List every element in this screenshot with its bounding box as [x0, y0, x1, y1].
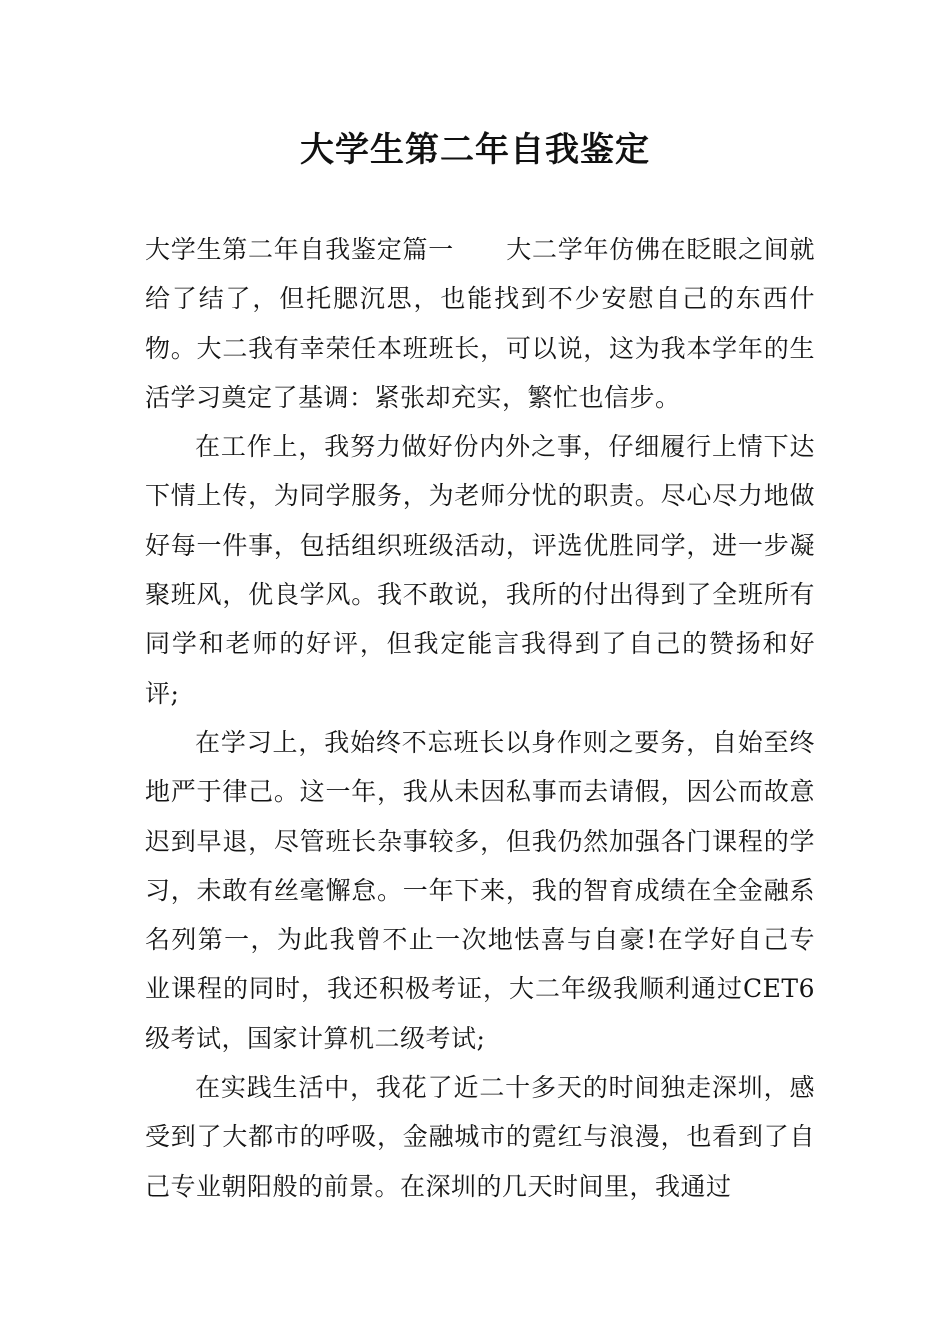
paragraph-3: 在学习上，我始终不忘班长以身作则之要务，自始至终地严于律己。这一年，我从未因私事而去请假，因公而故意迟到早退，尽管班长杂事较多，但我仍然加强各门课程的学习，未敢有丝毫懈怠。一年下来，我的智育成绩在全金融系名列第一，为此我曾不止一次地怯喜与自豪!在学好自己专业课程的同时，我还积极考证，大二年级我顺利通过CET6级考试，国家计算机二级考试;	[145, 727, 815, 1053]
paragraph-1	[145, 225, 815, 422]
section-heading: 大学生第二年自我鉴定篇一	[145, 235, 454, 264]
paragraph-1-text: 大二学年仿佛在眨眼之间就给了结了，但托腮沉思，也能找到不少安慰自己的东西什物。大二我有幸荣任本班班长，可以说，这为我本学年的生活学习奠定了基调：紧张却充实，繁忙也信步。	[145, 235, 815, 412]
document-body	[145, 225, 815, 1211]
paragraph-4: 在实践生活中，我花了近二十多天的时间独走深圳，感受到了大都市的呼吸，金融城市的霓红与浪漫，也看到了自己专业朝阳般的前景。在深圳的几天时间里，我通过	[145, 1073, 815, 1201]
paragraph-2: 在工作上，我努力做好份内外之事，仔细履行上情下达下情上传，为同学服务，为老师分忧的职责。尽心尽力地做好每一件事，包括组织班级活动，评选优胜同学，进一步凝聚班风，优良学风。我不敢说，我所的付出得到了全班所有同学和老师的好评，但我定能言我得到了自己的赞扬和好评;	[145, 432, 815, 708]
document-title: 大学生第二年自我鉴定	[300, 130, 650, 170]
